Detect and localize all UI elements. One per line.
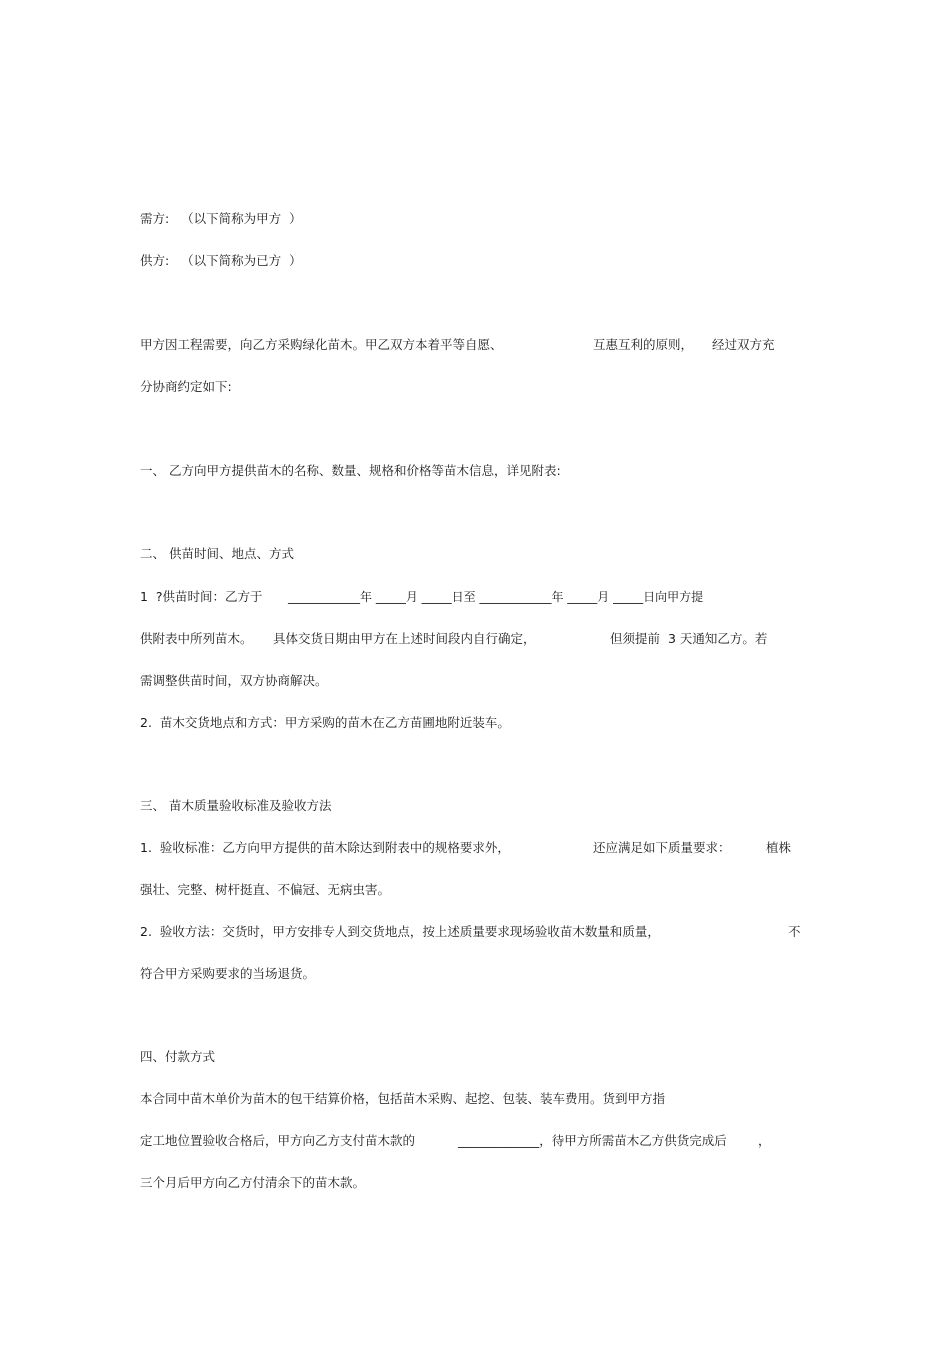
section2-item1-line3: 需调整供苗时间，双方协商解决。 [140,673,328,688]
section4-heading: 四、付款方式 [140,1049,216,1064]
section2-item2: 2. 苗木交货地点和方式：甲方采购的苗木在乙方苗圃地附近装车。 [140,715,510,730]
section4-line2-part2: _____________，待甲方所需苗木乙方供货完成后 [458,1133,727,1148]
section3-item2-line2: 符合甲方采购要求的当场退货。 [140,966,316,981]
section2-item1-line2-part3: 但须提前 3 天通知乙方。若 [610,631,768,646]
section2-item1-line2-part1: 供附表中所列苗木。 [140,631,253,646]
section4-line3: 三个月后甲方向乙方付清余下的苗木款。 [140,1175,366,1190]
intro-line2: 分协商约定如下: [140,379,232,394]
intro-line1-part1: 甲方因工程需要，向乙方采购绿化苗木。甲乙双方本着平等自愿、 [140,337,503,352]
section4-line1: 本合同中苗木单价为苗木的包干结算价格，包括苗木采购、起挖、包装、装车费用。货到甲方指 [140,1091,666,1106]
buyer-line: 需方: （以下简称为甲方 ） [140,211,302,226]
section3-item1-line1-part2: 还应满足如下质量要求： [593,840,731,855]
intro-line1-part3: 经过双方充 [712,337,775,352]
section4-line2-part3: ， [758,1133,771,1148]
section3-item1-line2: 强壮、完整、树杆挺直、不偏冠、无病虫害。 [140,882,391,897]
section3-item1-line1-part1: 1. 验收标准：乙方向甲方提供的苗木除达到附表中的规格要求外， [140,840,510,855]
section2-item1-line2-part2: 具体交货日期由甲方在上述时间段内自行确定， [273,631,536,646]
section2-item1-line1-part2: ____________年 _____月 _____日至 ____________年 _____月 _____日向甲方提 [288,590,704,604]
section3-heading: 三、 苗木质量验收标准及验收方法 [140,798,332,813]
section2-heading: 二、 供苗时间、地点、方式 [140,546,294,561]
intro-line1-part2: 互惠互利的原则， [593,337,694,352]
supplier-line: 供方: （以下简称为已方 ） [140,253,302,268]
section1-heading: 一、 乙方向甲方提供苗木的名称、数量、规格和价格等苗木信息，详见附表: [140,463,561,478]
section4-line2-part1: 定工地位置验收合格后，甲方向乙方支付苗木款的 [140,1133,416,1148]
section3-item2-line1-part1: 2. 验收方法：交货时，甲方安排专人到交货地点，按上述质量要求现场验收苗木数量和质量， [140,924,660,939]
section2-item1-line1-part1: 1 ?供苗时间：乙方于 [140,589,263,604]
section3-item1-line1-part3: 植株 [766,840,792,855]
section3-item2-line1-part2: 不 [788,924,801,939]
